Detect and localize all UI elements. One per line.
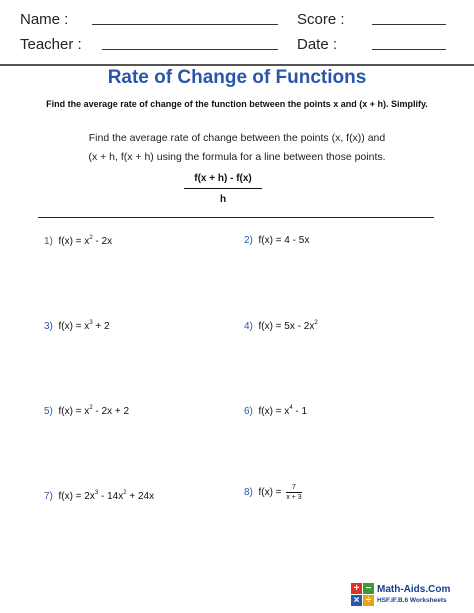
problem-2: 2) f(x) = 4 - 5x: [244, 235, 310, 246]
problem-number: 3): [44, 321, 53, 332]
date-label: Date :: [297, 36, 338, 53]
problem-8: 8) f(x) = $\frac{7}{x + 3}$: [244, 484, 302, 501]
problem-4: 4) $f(x) = 5x - 2x^2$: [244, 320, 318, 332]
problem-8-fraction: [286, 483, 301, 502]
date-line[interactable]: [372, 49, 446, 50]
rate-formula: [184, 173, 262, 205]
math-aids-logo-icon: [351, 583, 374, 606]
explanation-line-2: (x + h, f(x + h) using the formula for a line between those points.: [88, 151, 386, 163]
content-divider: [38, 217, 434, 218]
problem-5: 5) $f(x) = x^2 - 2x + 2$: [44, 405, 130, 417]
score-label: Score :: [297, 11, 345, 28]
problem-number: 2): [244, 235, 253, 246]
problem-number: 4): [244, 321, 253, 332]
problem-number: 8): [244, 487, 253, 499]
explanation: [40, 129, 434, 167]
explanation-line-1: Find the average rate of change between the points (x, f(x)) and: [88, 132, 386, 144]
problem-3: 3) $f(x) = x^3 + 2$: [44, 320, 110, 332]
instructions: Find the average rate of change of the function between the points x and (x + h). Simplify.: [46, 99, 428, 109]
problem-1: 1) $f(x) = x^2 - 2x$: [44, 235, 113, 247]
problem-number: 5): [44, 406, 53, 417]
fraction-numerator: 7: [286, 483, 301, 493]
page-title: Rate of Change of Functions: [107, 67, 367, 88]
formula-numerator: f(x + h) - f(x): [194, 173, 252, 184]
score-line[interactable]: [372, 24, 446, 25]
worksheet-code: HSF.IF.B.6 Worksheets: [377, 597, 447, 604]
teacher-line[interactable]: [102, 49, 278, 50]
name-line[interactable]: [92, 24, 278, 25]
formula-fraction-bar: [184, 188, 262, 189]
problem-number: 1): [44, 236, 53, 247]
problem-number: 7): [44, 491, 53, 502]
header-divider: [0, 64, 474, 66]
times-icon: ×: [351, 595, 362, 606]
problem-number: 6): [244, 406, 253, 417]
problem-7: 7) $f(x) = 2x^3 - 14x^2 + 24x$: [44, 490, 155, 502]
minus-icon: −: [363, 583, 374, 594]
plus-icon: +: [351, 583, 362, 594]
problem-6: 6) $f(x) = x^4 - 1$: [244, 405, 308, 417]
name-label: Name :: [20, 11, 69, 28]
divide-icon: ÷: [363, 595, 374, 606]
teacher-label: Teacher :: [20, 36, 82, 53]
fraction-denominator: x + 3: [286, 494, 302, 501]
formula-denominator: h: [219, 194, 227, 205]
brand-name[interactable]: Math-Aids.Com: [377, 584, 451, 595]
